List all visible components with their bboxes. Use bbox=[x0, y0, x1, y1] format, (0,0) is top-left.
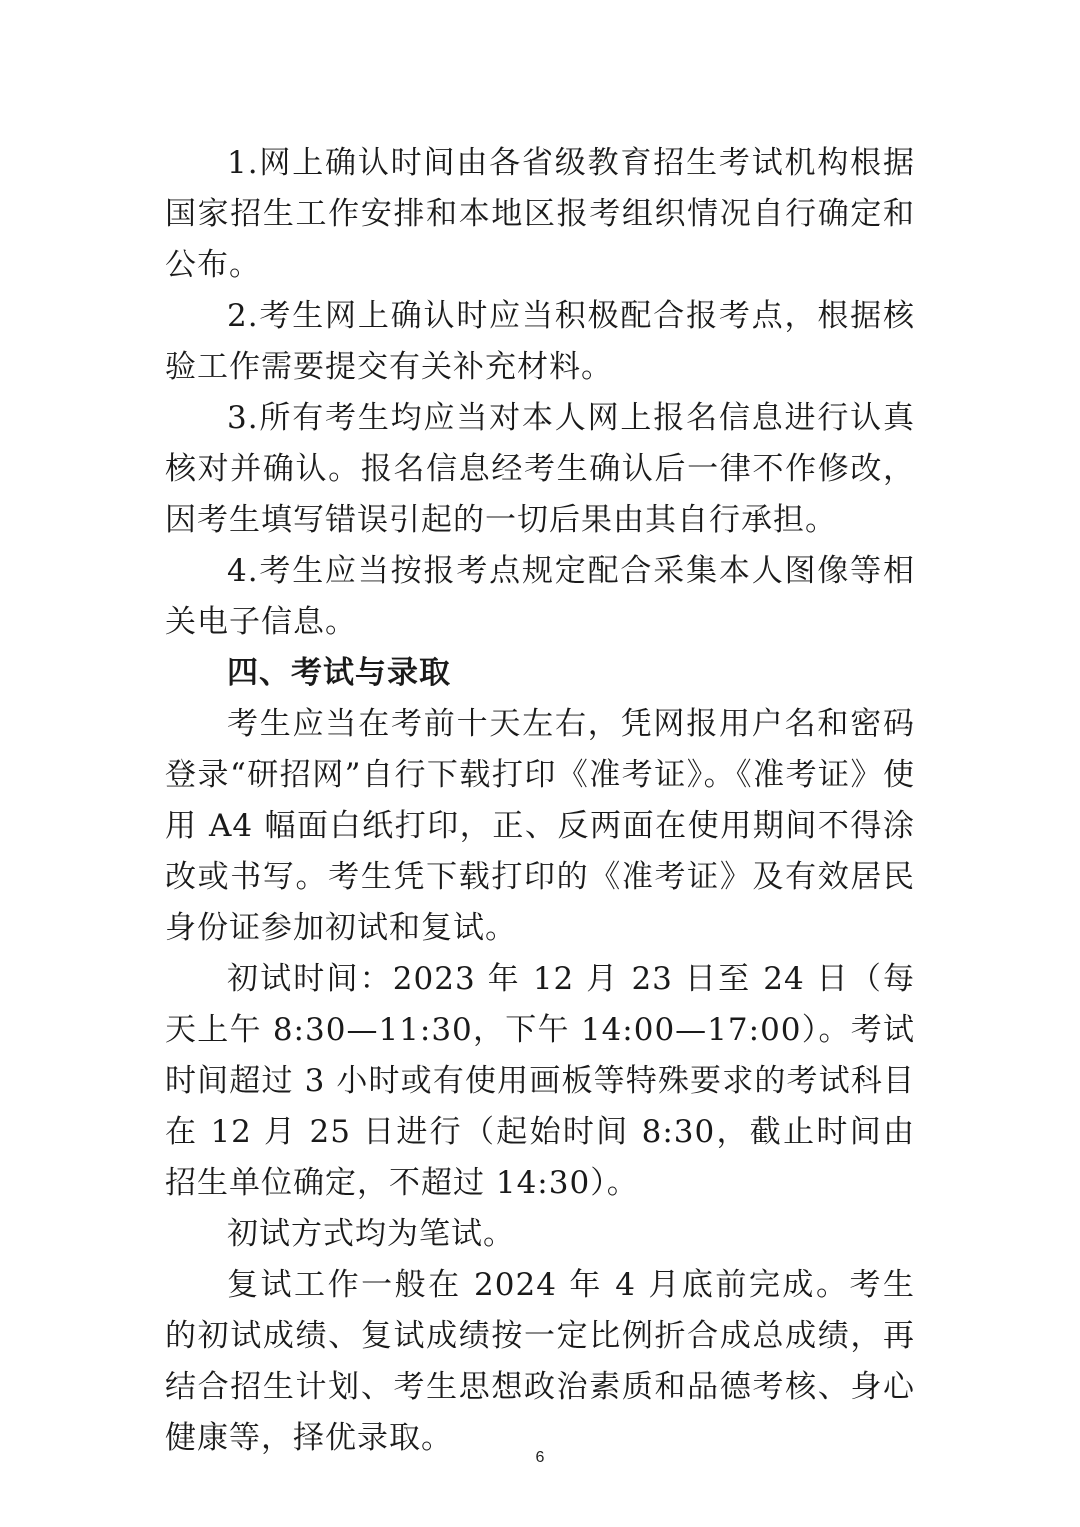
paragraph-exam-format: 初试方式均为笔试。 bbox=[227, 1216, 515, 1252]
paragraph-verify-registration-info: 3.所有考生均应当对本人网上报名信息进行认真核对并确认。报名信息经考生确认后一律不作修改，因考生填写错误引起的一切后果由其自行承担。 bbox=[165, 400, 915, 538]
page-number: 6 bbox=[535, 1449, 545, 1466]
paragraph-exam-schedule: 初试时间：2023 年 12 月 23 日至 24 日（每天上午 8:30—11:30，下午 14:00—17:00）。考试时间超过 3 小时或有使用画板等特殊要求的考试科目在 12 月 25 日进行（起始时间 8:30，截止时间由招生单位确定，不超过 14:30）。 bbox=[165, 961, 915, 1201]
section-heading: 四、考试与录取 bbox=[227, 655, 451, 691]
paragraph-cooperate-with-exam-site: 2.考生网上确认时应当积极配合报考点，根据核验工作需要提交有关补充材料。 bbox=[165, 298, 915, 385]
paragraph-online-confirmation-time: 1.网上确认时间由各省级教育招生考试机构根据国家招生工作安排和本地区报考组织情况自行确定和公布。 bbox=[165, 145, 915, 283]
document-body bbox=[165, 138, 915, 1464]
paragraph-retest-and-admission: 复试工作一般在 2024 年 4 月底前完成。考生的初试成绩、复试成绩按一定比例折合成总成绩，再结合招生计划、考生思想政治素质和品德考核、身心健康等，择优录取。 bbox=[165, 1267, 915, 1456]
paragraph-collect-image-info: 4.考生应当按报考点规定配合采集本人图像等相关电子信息。 bbox=[165, 553, 915, 640]
paragraph-admission-ticket: 考生应当在考前十天左右，凭网报用户名和密码登录“研招网”自行下载打印《准考证》。《准考证》使用 A4 幅面白纸打印，正、反两面在使用期间不得涂改或书写。考生凭下载打印的《准考证》及有效居民身份证参加初试和复试。 bbox=[165, 706, 915, 946]
